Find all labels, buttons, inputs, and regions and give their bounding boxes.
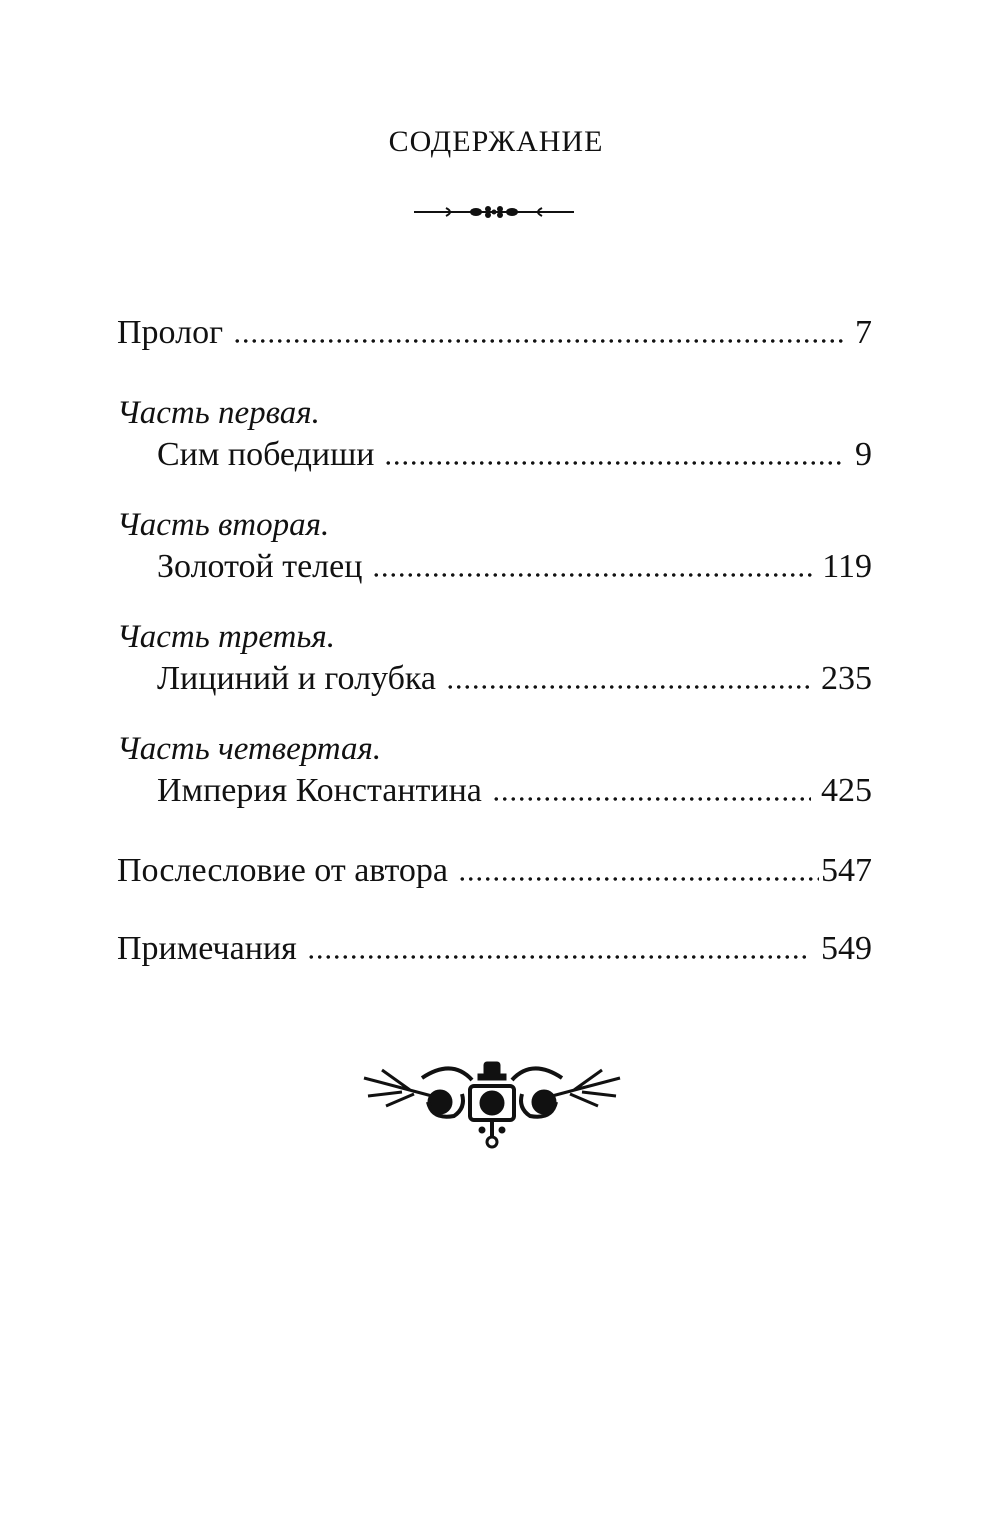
toc-entry-part4[interactable] bbox=[157, 770, 872, 812]
toc-entry-afterword[interactable] bbox=[117, 850, 872, 892]
entry-title: Пролог bbox=[117, 314, 224, 351]
toc-entry-part2[interactable] bbox=[157, 546, 872, 588]
dot-leader bbox=[233, 338, 845, 344]
dot-leader bbox=[458, 876, 819, 882]
entry-title: Сим победиши bbox=[157, 436, 375, 473]
divider-ornament-small bbox=[414, 204, 574, 220]
page-number: 7 bbox=[855, 314, 872, 351]
part-heading: Часть первая. bbox=[117, 395, 320, 431]
page-title: СОДЕРЖАНИЕ bbox=[388, 125, 604, 158]
part-heading: Часть четвертая. bbox=[117, 731, 382, 767]
page-number: 235 bbox=[821, 660, 872, 697]
page-number: 9 bbox=[855, 436, 872, 473]
page-number: 425 bbox=[821, 772, 872, 809]
dot-leader bbox=[307, 954, 811, 960]
page-number: 547 bbox=[821, 852, 872, 889]
entry-title: Примечания bbox=[117, 930, 297, 967]
dot-leader bbox=[492, 796, 811, 802]
entry-title: Послесловие от автора bbox=[117, 852, 449, 889]
floral-ornament bbox=[362, 1058, 622, 1150]
dot-leader bbox=[384, 460, 845, 466]
page-number: 119 bbox=[822, 548, 872, 585]
page-number: 549 bbox=[821, 930, 872, 967]
dot-leader bbox=[446, 684, 811, 690]
part-heading: Часть вторая. bbox=[117, 507, 330, 543]
dot-leader bbox=[372, 572, 812, 578]
toc-entry-part1[interactable] bbox=[157, 434, 872, 476]
entry-title: Золотой телец bbox=[157, 548, 363, 585]
part-heading: Часть третья. bbox=[117, 619, 335, 655]
entry-title: Империя Константина bbox=[157, 772, 482, 809]
toc-entry-prologue[interactable] bbox=[117, 312, 872, 354]
toc-entry-notes[interactable] bbox=[117, 928, 872, 970]
entry-title: Лициний и голубка bbox=[157, 660, 436, 697]
toc-entry-part3[interactable] bbox=[157, 658, 872, 700]
